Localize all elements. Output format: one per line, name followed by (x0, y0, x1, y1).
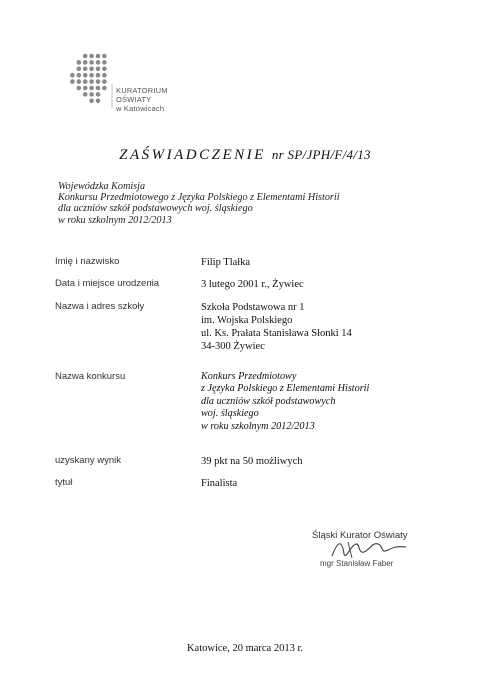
contest-line: dla uczniów szkół podstawowych (201, 395, 336, 407)
intro-line: dla uczniów szkół podstawowych woj. śląskiego (58, 203, 253, 215)
contest-line: z Języka Polskiego z Elementami Historii (201, 383, 370, 395)
contest-line: Konkurs Przedmiotowy (201, 371, 297, 382)
kuratorium-logo (58, 48, 178, 128)
signatory-name: mgr Stanisław Faber (320, 559, 394, 568)
school-line: 34-300 Żywiec (201, 341, 265, 352)
certificate-number: nr SP/JPH/F/4/13 (271, 147, 371, 162)
intro-line: w roku szkolnym 2012/2013 (58, 214, 172, 226)
school-line: Szkoła Podstawowa nr 1 (201, 302, 305, 313)
school-line: ul. Ks. Prałata Stanisława Słonki 14 (201, 328, 352, 339)
field-value (201, 371, 369, 433)
contest-line: woj. śląskiego (201, 408, 259, 420)
field-value: 3 lutego 2001 r., Żywiec (201, 279, 304, 290)
intro-block (58, 181, 438, 226)
field-label: uzyskany wynik (55, 455, 121, 466)
field-label: Imię i nazwisko (55, 256, 120, 267)
intro-line: Wojewódzka Komisja (58, 181, 146, 192)
logo-text (116, 86, 168, 113)
intro-line: Konkursu Przedmiotowego z Języka Polskiego z Elementami Historii (58, 192, 340, 204)
field-label: Data i miejsce urodzenia (55, 278, 160, 289)
field-label: Nazwa konkursu (55, 371, 126, 382)
contest-line: w roku szkolnym 2012/2013 (201, 420, 315, 432)
signatory-role: Śląski Kurator Oświaty (312, 530, 408, 541)
place-date: Katowice, 20 marca 2013 r. (186, 643, 304, 654)
logo-line-2: OŚWIATY (116, 95, 152, 104)
document-title (0, 147, 490, 164)
logo-line-1: KURATORIUM (116, 86, 168, 95)
logo-line-3: w Katowicach (116, 104, 165, 113)
field-value: Finalista (201, 478, 238, 489)
title-main: ZAŚWIADCZENIE (119, 147, 266, 163)
field-value: 39 pkt na 50 możliwych (201, 456, 303, 467)
field-label: tytuł (55, 477, 73, 488)
field-value: Filip Tlałka (201, 257, 251, 268)
field-value (201, 301, 352, 353)
school-line: im. Wojska Polskiego (201, 315, 293, 326)
field-label: Nazwa i adres szkoły (55, 301, 145, 312)
